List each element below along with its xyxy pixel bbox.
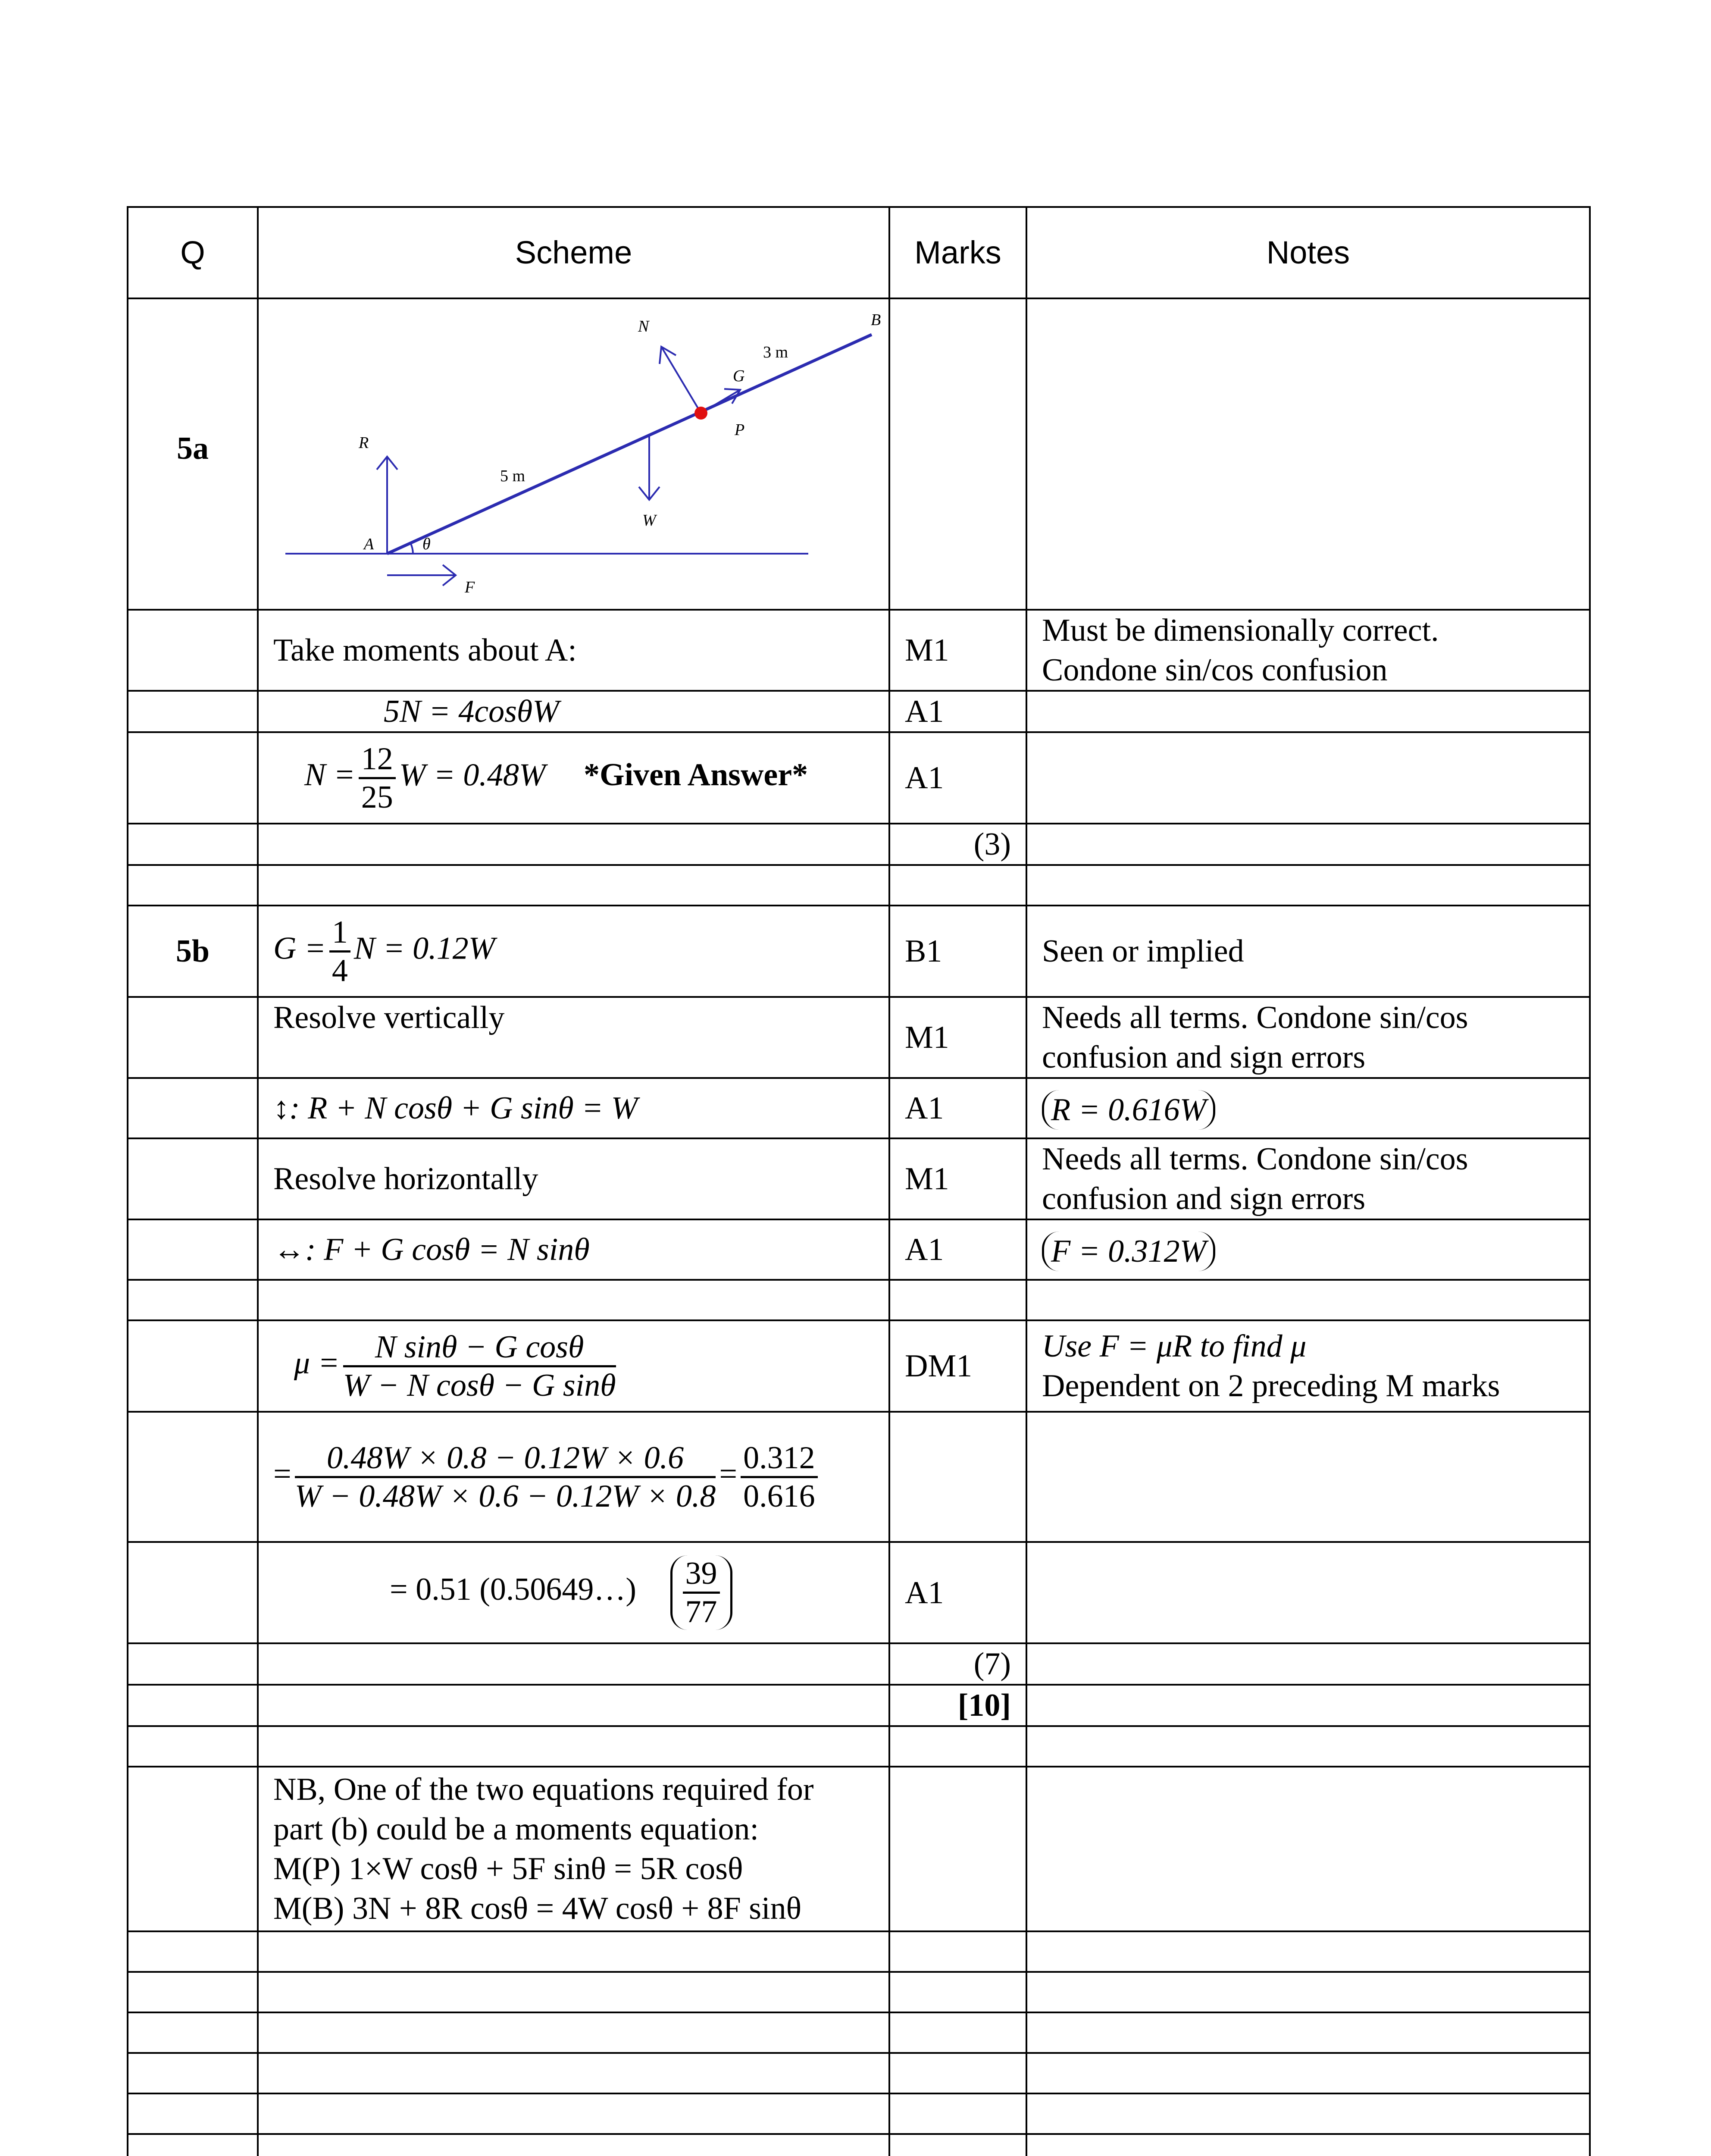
notes-cell: Use F = μR to find μ Dependent on 2 preceding M marks [1026,1320,1590,1412]
scheme-cell: Resolve vertically [258,997,889,1078]
label-r: R [359,434,369,452]
spacer-row [128,1726,1590,1767]
label-f: F [465,578,475,596]
empty-row [128,2053,1590,2093]
spacer-row [128,865,1590,906]
mark-cell: M1 [889,1138,1026,1219]
part-total: (7) [889,1643,1026,1685]
grand-total: [10] [889,1685,1026,1726]
label-g: G [733,367,745,385]
scheme-cell: = $\frac{0.48W \times 0.8 - 0.12W \times 0.6}{W - 0.48W \times 0.6 - 0.12W \times 0.8}$ = $\frac{0.312}{0.616}$ [258,1412,889,1542]
label-n: N [638,317,649,335]
label-w: W [642,511,656,530]
fraction: $\frac{0.48W \times 0.8 - 0.12W \times 0.6}{W - 0.48W \times 0.6 - 0.12W \times 0.8}$ [294,1440,716,1514]
grand-total-row [128,1685,1590,1726]
label-3m: 3 m [763,343,788,361]
part-total: (3) [889,824,1026,865]
ladder-rod [387,335,872,554]
q5b-row-g [128,906,1590,997]
mark-cell: M1 [889,610,1026,691]
label-theta: θ [422,535,431,553]
empty-row [128,1972,1590,2012]
mark-cell: DM1 [889,1320,1026,1412]
notes-cell: Needs all terms. Condone sin/cos confusion and sign errors [1026,997,1590,1078]
notes-cell: R = 0.616W [1026,1078,1590,1138]
q5b-row-answer [128,1542,1590,1643]
mark-cell: A1 [889,691,1026,732]
mark-cell: B1 [889,906,1026,997]
scheme-cell: Take moments about A: [258,610,889,691]
q5b-row-substitution [128,1412,1590,1542]
q5a-diagram-row [128,298,1590,610]
scheme-cell: G = $\frac{1}{4}$ N = 0.12W [258,906,889,997]
nb-note: NB, One of the two equations required for part (b) could be a moments equation: M(P) 1×W cosθ + 5F sinθ = 5R cosθ M(B) 3N + 8R cosθ = 4W cosθ + 8F sinθ [258,1767,889,1931]
fraction: $\frac{\text{N sinθ − G cosθ}}{\text{W − N cosθ − G sinθ}}$ [343,1329,616,1403]
scheme-cell: μ = $\frac{\text{N sinθ − G cosθ}}{\text{W − N cosθ − G sinθ}}$ [258,1320,889,1412]
header-marks: Marks [889,207,1026,298]
q5b-row-horizontal-equation [128,1219,1590,1280]
notes-cell: F = 0.312W [1026,1219,1590,1280]
q5b-row-vertical-equation [128,1078,1590,1138]
q5a-row-given-answer [128,732,1590,824]
contact-point-p [694,407,707,420]
q5b-total-row [128,1643,1590,1685]
friction-g-arrow [701,390,740,413]
question-label-5a: 5a [128,298,258,610]
q5b-row-resolve-horizontally [128,1138,1590,1219]
label-a: A [364,535,374,553]
scheme-cell: ↕: R + N cosθ + G sinθ = W [258,1078,889,1138]
label-5m: 5 m [500,467,525,485]
empty-row [128,1931,1590,1972]
scheme-cell: N = $\frac{12}{25}$ W = 0.48W *Given Answer* [258,732,889,824]
header-q: Q [128,207,258,298]
notes-cell: Seen or implied [1026,906,1590,997]
mark-cell: M1 [889,997,1026,1078]
label-p: P [735,421,745,439]
q5b-row-resolve-vertically [128,997,1590,1078]
notes-cell: Must be dimensionally correct. Condone sin/cos confusion [1026,610,1590,691]
mark-cell: A1 [889,1219,1026,1280]
fraction: $\frac{0.312}{0.616}$ [741,1440,818,1514]
q5b-row-mu [128,1320,1590,1412]
header-notes: Notes [1026,207,1590,298]
q5a-row-moments [128,610,1590,691]
scheme-cell: 5N = 4cosθW [258,691,889,732]
scheme-cell: Resolve horizontally [258,1138,889,1219]
theta-angle-arc [410,543,413,554]
normal-n-arrow [661,347,701,413]
q5a-row-equation [128,691,1590,732]
empty-row [128,2093,1590,2134]
notes-cell: Needs all terms. Condone sin/cos confusion and sign errors [1026,1138,1590,1219]
label-b: B [871,311,881,329]
mark-cell: A1 [889,1078,1026,1138]
scheme-cell: = 0.51 (0.50649…) $\frac{39}{77}$ [258,1542,889,1643]
given-answer-label: *Given Answer* [584,757,808,793]
header-row [128,207,1590,298]
fraction-bracket [670,1555,732,1630]
mark-cell: A1 [889,1542,1026,1643]
mark-scheme-table [127,206,1591,2156]
fraction: $\frac{39}{77}$ [683,1555,720,1630]
mark-cell: A1 [889,732,1026,824]
q5a-total-row [128,824,1590,865]
ladder-diagram [259,299,889,599]
spacer-row [128,1280,1590,1320]
fraction: $\frac{1}{4}$ [329,914,350,989]
header-scheme: Scheme [258,207,889,298]
empty-row [128,2012,1590,2053]
ladder-diagram-cell [258,298,889,610]
fraction: $\frac{12}{25}$ [359,741,396,815]
question-label-5b: 5b [128,906,258,997]
empty-row [128,2134,1590,2156]
nb-note-row [128,1767,1590,1931]
scheme-cell: ↔: F + G cosθ = N sinθ [258,1219,889,1280]
